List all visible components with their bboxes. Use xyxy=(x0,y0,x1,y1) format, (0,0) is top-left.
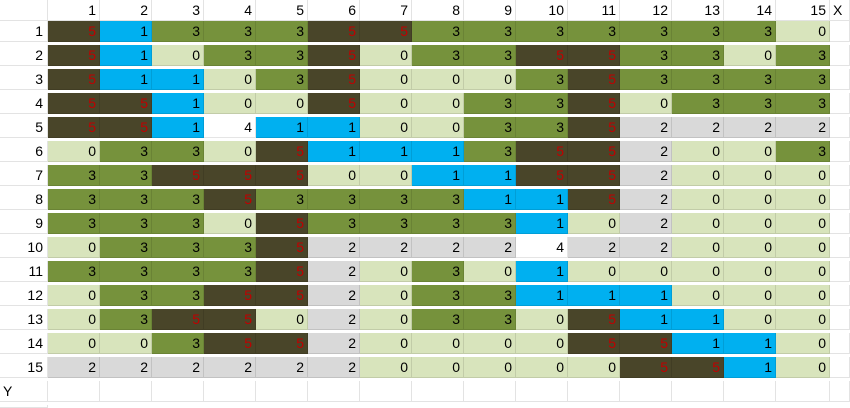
grid-cell[interactable]: 1 xyxy=(516,261,568,282)
grid-cell[interactable]: 3 xyxy=(776,93,830,114)
grid-cell[interactable]: 0 xyxy=(776,21,830,42)
grid-cell[interactable]: 5 xyxy=(100,117,152,138)
grid-cell[interactable]: 0 xyxy=(776,357,830,378)
grid-cell[interactable]: 2 xyxy=(360,237,412,258)
grid-cell[interactable]: 3 xyxy=(204,21,256,42)
grid-cell[interactable]: 2 xyxy=(412,237,464,258)
grid-cell[interactable]: 5 xyxy=(256,261,308,282)
grid-cell[interactable]: 3 xyxy=(152,189,204,210)
grid-cell[interactable]: 3 xyxy=(412,261,464,282)
grid-cell[interactable]: 0 xyxy=(464,357,516,378)
column-header-10[interactable]: 10 xyxy=(516,0,568,21)
grid-cell[interactable]: 3 xyxy=(308,213,360,234)
column-header-13[interactable]: 13 xyxy=(672,0,724,21)
grid-cell[interactable]: 3 xyxy=(360,213,412,234)
grid-cell[interactable]: 1 xyxy=(152,93,204,114)
grid-cell[interactable]: 0 xyxy=(516,309,568,330)
grid-cell[interactable]: 2 xyxy=(620,213,672,234)
grid-cell[interactable]: 1 xyxy=(360,141,412,162)
column-header-12[interactable]: 12 xyxy=(620,0,672,21)
grid-cell[interactable]: 0 xyxy=(360,261,412,282)
grid-cell[interactable]: 0 xyxy=(776,285,830,306)
grid-cell[interactable]: 0 xyxy=(776,165,830,186)
empty-cell[interactable] xyxy=(464,381,516,402)
grid-cell[interactable]: 2 xyxy=(672,117,724,138)
grid-cell[interactable]: 5 xyxy=(308,93,360,114)
grid-cell[interactable]: 0 xyxy=(308,165,360,186)
grid-cell[interactable]: 0 xyxy=(204,93,256,114)
grid-cell[interactable]: 2 xyxy=(464,237,516,258)
grid-cell[interactable]: 2 xyxy=(308,357,360,378)
grid-cell[interactable]: 2 xyxy=(568,237,620,258)
grid-cell[interactable]: 3 xyxy=(776,45,830,66)
grid-cell[interactable]: 3 xyxy=(152,261,204,282)
grid-cell[interactable]: 5 xyxy=(48,117,100,138)
empty-cell[interactable] xyxy=(308,381,360,402)
grid-cell[interactable]: 2 xyxy=(724,117,776,138)
row-header-2[interactable]: 2 xyxy=(0,45,48,66)
row-header-5[interactable]: 5 xyxy=(0,117,48,138)
grid-cell[interactable]: 0 xyxy=(724,165,776,186)
grid-cell[interactable]: 2 xyxy=(152,357,204,378)
column-header-6[interactable]: 6 xyxy=(308,0,360,21)
grid-cell[interactable]: 2 xyxy=(776,117,830,138)
grid-cell[interactable]: 3 xyxy=(672,93,724,114)
empty-cell[interactable] xyxy=(256,381,308,402)
grid-cell[interactable]: 1 xyxy=(308,117,360,138)
grid-cell[interactable]: 0 xyxy=(412,69,464,90)
grid-cell[interactable]: 3 xyxy=(776,141,830,162)
empty-cell[interactable] xyxy=(830,141,850,162)
grid-cell[interactable]: 1 xyxy=(620,285,672,306)
grid-cell[interactable]: 2 xyxy=(48,357,100,378)
grid-cell[interactable]: 0 xyxy=(256,93,308,114)
grid-cell[interactable]: 5 xyxy=(516,141,568,162)
grid-cell[interactable]: 0 xyxy=(48,285,100,306)
grid-cell[interactable]: 3 xyxy=(620,45,672,66)
grid-cell[interactable]: 0 xyxy=(776,213,830,234)
grid-cell[interactable]: 3 xyxy=(412,45,464,66)
grid-cell[interactable]: 3 xyxy=(724,93,776,114)
grid-cell[interactable]: 1 xyxy=(412,141,464,162)
grid-cell[interactable]: 3 xyxy=(464,309,516,330)
grid-cell[interactable]: 5 xyxy=(620,357,672,378)
grid-cell[interactable]: 5 xyxy=(48,93,100,114)
grid-cell[interactable]: 5 xyxy=(204,285,256,306)
grid-cell[interactable]: 3 xyxy=(100,165,152,186)
column-header-11[interactable]: 11 xyxy=(568,0,620,21)
grid-cell[interactable]: 5 xyxy=(48,21,100,42)
column-header-1[interactable]: 1 xyxy=(48,0,100,21)
grid-cell[interactable]: 2 xyxy=(308,237,360,258)
grid-cell[interactable]: 3 xyxy=(256,45,308,66)
grid-cell[interactable]: 1 xyxy=(100,69,152,90)
row-header-1[interactable]: 1 xyxy=(0,21,48,42)
grid-cell[interactable]: 5 xyxy=(568,189,620,210)
grid-cell[interactable]: 4 xyxy=(204,117,256,138)
grid-cell[interactable]: 3 xyxy=(100,213,152,234)
grid-cell[interactable]: 0 xyxy=(360,117,412,138)
grid-cell[interactable]: 0 xyxy=(412,333,464,354)
grid-cell[interactable]: 5 xyxy=(516,165,568,186)
grid-cell[interactable]: 3 xyxy=(516,117,568,138)
row-header-3[interactable]: 3 xyxy=(0,69,48,90)
grid-cell[interactable]: 2 xyxy=(620,237,672,258)
row-header-10[interactable]: 10 xyxy=(0,237,48,258)
grid-cell[interactable]: 0 xyxy=(620,261,672,282)
grid-cell[interactable]: 5 xyxy=(152,165,204,186)
grid-cell[interactable]: 3 xyxy=(48,189,100,210)
grid-cell[interactable]: 1 xyxy=(516,285,568,306)
empty-cell[interactable] xyxy=(152,381,204,402)
column-header-9[interactable]: 9 xyxy=(464,0,516,21)
grid-cell[interactable]: 0 xyxy=(672,237,724,258)
grid-cell[interactable]: 5 xyxy=(360,21,412,42)
grid-cell[interactable]: 3 xyxy=(204,237,256,258)
grid-cell[interactable]: 3 xyxy=(48,165,100,186)
grid-cell[interactable]: 0 xyxy=(724,141,776,162)
grid-cell[interactable]: 0 xyxy=(672,213,724,234)
grid-cell[interactable]: 0 xyxy=(724,237,776,258)
grid-cell[interactable]: 5 xyxy=(308,21,360,42)
grid-cell[interactable]: 0 xyxy=(48,333,100,354)
grid-cell[interactable]: 1 xyxy=(620,309,672,330)
grid-cell[interactable]: 5 xyxy=(620,333,672,354)
grid-cell[interactable]: 3 xyxy=(360,189,412,210)
row-header-6[interactable]: 6 xyxy=(0,141,48,162)
grid-cell[interactable]: 3 xyxy=(464,117,516,138)
grid-cell[interactable]: 5 xyxy=(100,93,152,114)
grid-cell[interactable]: 0 xyxy=(672,141,724,162)
grid-cell[interactable]: 0 xyxy=(672,261,724,282)
grid-cell[interactable]: 0 xyxy=(100,333,152,354)
empty-cell[interactable] xyxy=(830,333,850,354)
grid-cell[interactable]: 5 xyxy=(204,333,256,354)
grid-cell[interactable]: 0 xyxy=(360,69,412,90)
empty-cell[interactable] xyxy=(672,381,724,402)
grid-cell[interactable]: 0 xyxy=(776,237,830,258)
column-header-8[interactable]: 8 xyxy=(412,0,464,21)
grid-cell[interactable]: 3 xyxy=(516,69,568,90)
grid-cell[interactable]: 3 xyxy=(48,261,100,282)
empty-cell[interactable] xyxy=(568,381,620,402)
grid-cell[interactable]: 0 xyxy=(360,93,412,114)
grid-cell[interactable]: 1 xyxy=(152,69,204,90)
grid-cell[interactable]: 3 xyxy=(100,189,152,210)
grid-cell[interactable]: 1 xyxy=(100,21,152,42)
grid-cell[interactable]: 2 xyxy=(620,117,672,138)
empty-cell[interactable] xyxy=(830,381,850,402)
grid-cell[interactable]: 0 xyxy=(48,237,100,258)
grid-cell[interactable]: 0 xyxy=(724,285,776,306)
grid-cell[interactable]: 0 xyxy=(412,93,464,114)
grid-cell[interactable]: 0 xyxy=(412,357,464,378)
grid-cell[interactable]: 0 xyxy=(152,45,204,66)
grid-cell[interactable]: 3 xyxy=(152,237,204,258)
grid-cell[interactable]: 2 xyxy=(620,165,672,186)
grid-cell[interactable]: 3 xyxy=(152,141,204,162)
empty-cell[interactable] xyxy=(830,261,850,282)
grid-cell[interactable]: 0 xyxy=(204,69,256,90)
grid-cell[interactable]: 1 xyxy=(568,285,620,306)
grid-cell[interactable]: 0 xyxy=(672,189,724,210)
row-header-7[interactable]: 7 xyxy=(0,165,48,186)
column-header-14[interactable]: 14 xyxy=(724,0,776,21)
grid-cell[interactable]: 0 xyxy=(412,117,464,138)
grid-cell[interactable]: 1 xyxy=(412,165,464,186)
grid-cell[interactable]: 3 xyxy=(464,45,516,66)
grid-cell[interactable]: 0 xyxy=(516,357,568,378)
empty-cell[interactable] xyxy=(830,285,850,306)
grid-cell[interactable]: 3 xyxy=(152,213,204,234)
row-header-13[interactable]: 13 xyxy=(0,309,48,330)
grid-cell[interactable]: 0 xyxy=(724,213,776,234)
grid-cell[interactable]: 0 xyxy=(568,261,620,282)
grid-cell[interactable]: 0 xyxy=(464,333,516,354)
y-axis-label[interactable]: Y xyxy=(0,381,48,402)
grid-cell[interactable]: 1 xyxy=(464,189,516,210)
grid-cell[interactable]: 3 xyxy=(152,21,204,42)
grid-cell[interactable]: 5 xyxy=(568,69,620,90)
grid-cell[interactable]: 3 xyxy=(412,189,464,210)
grid-cell[interactable]: 3 xyxy=(100,285,152,306)
empty-cell[interactable] xyxy=(48,381,100,402)
grid-cell[interactable]: 5 xyxy=(256,285,308,306)
grid-cell[interactable]: 1 xyxy=(100,45,152,66)
grid-cell[interactable]: 3 xyxy=(568,21,620,42)
grid-cell[interactable]: 0 xyxy=(464,69,516,90)
grid-cell[interactable]: 5 xyxy=(568,165,620,186)
grid-cell[interactable]: 0 xyxy=(360,357,412,378)
grid-cell[interactable]: 5 xyxy=(48,45,100,66)
grid-cell[interactable]: 2 xyxy=(204,357,256,378)
row-header-15[interactable]: 15 xyxy=(0,357,48,378)
grid-cell[interactable]: 2 xyxy=(308,285,360,306)
grid-cell[interactable]: 3 xyxy=(204,45,256,66)
grid-cell[interactable]: 0 xyxy=(48,309,100,330)
grid-cell[interactable]: 3 xyxy=(464,141,516,162)
grid-cell[interactable]: 5 xyxy=(204,309,256,330)
grid-cell[interactable]: 1 xyxy=(256,117,308,138)
grid-cell[interactable]: 0 xyxy=(360,165,412,186)
grid-cell[interactable]: 3 xyxy=(724,21,776,42)
empty-cell[interactable] xyxy=(100,381,152,402)
grid-cell[interactable]: 0 xyxy=(776,189,830,210)
grid-cell[interactable]: 0 xyxy=(776,261,830,282)
grid-cell[interactable]: 5 xyxy=(568,333,620,354)
grid-cell[interactable]: 3 xyxy=(724,69,776,90)
grid-cell[interactable]: 3 xyxy=(256,21,308,42)
empty-cell[interactable] xyxy=(830,69,850,90)
column-header-15[interactable]: 15 xyxy=(776,0,830,21)
empty-cell[interactable] xyxy=(830,213,850,234)
grid-cell[interactable]: 3 xyxy=(464,213,516,234)
empty-cell[interactable] xyxy=(830,117,850,138)
grid-cell[interactable]: 0 xyxy=(724,45,776,66)
column-header-2[interactable]: 2 xyxy=(100,0,152,21)
grid-cell[interactable]: 0 xyxy=(724,261,776,282)
empty-cell[interactable] xyxy=(724,381,776,402)
grid-cell[interactable]: 5 xyxy=(516,45,568,66)
empty-cell[interactable] xyxy=(830,21,850,42)
grid-cell[interactable]: 0 xyxy=(48,141,100,162)
grid-cell[interactable]: 5 xyxy=(672,357,724,378)
row-header-14[interactable]: 14 xyxy=(0,333,48,354)
grid-cell[interactable]: 0 xyxy=(516,333,568,354)
grid-cell[interactable]: 5 xyxy=(308,69,360,90)
grid-cell[interactable]: 1 xyxy=(724,333,776,354)
x-axis-label[interactable]: X xyxy=(830,0,850,21)
grid-cell[interactable]: 3 xyxy=(464,93,516,114)
grid-cell[interactable]: 3 xyxy=(464,285,516,306)
grid-cell[interactable]: 2 xyxy=(308,261,360,282)
grid-cell[interactable]: 1 xyxy=(308,141,360,162)
grid-cell[interactable]: 0 xyxy=(360,45,412,66)
grid-cell[interactable]: 3 xyxy=(776,69,830,90)
empty-cell[interactable] xyxy=(360,381,412,402)
grid-cell[interactable]: 0 xyxy=(256,309,308,330)
grid-cell[interactable]: 5 xyxy=(568,45,620,66)
grid-cell[interactable]: 0 xyxy=(776,333,830,354)
grid-cell[interactable]: 5 xyxy=(256,213,308,234)
grid-cell[interactable]: 3 xyxy=(516,21,568,42)
column-header-3[interactable]: 3 xyxy=(152,0,204,21)
grid-cell[interactable]: 2 xyxy=(620,141,672,162)
grid-cell[interactable]: 3 xyxy=(672,45,724,66)
column-header-4[interactable]: 4 xyxy=(204,0,256,21)
grid-cell[interactable]: 0 xyxy=(360,285,412,306)
grid-cell[interactable]: 5 xyxy=(256,141,308,162)
grid-cell[interactable]: 2 xyxy=(100,357,152,378)
row-header-4[interactable]: 4 xyxy=(0,93,48,114)
grid-cell[interactable]: 5 xyxy=(48,69,100,90)
grid-cell[interactable]: 1 xyxy=(152,117,204,138)
grid-cell[interactable]: 1 xyxy=(672,309,724,330)
grid-cell[interactable]: 0 xyxy=(360,333,412,354)
grid-cell[interactable]: 5 xyxy=(568,93,620,114)
grid-cell[interactable]: 5 xyxy=(256,237,308,258)
column-header-5[interactable]: 5 xyxy=(256,0,308,21)
grid-cell[interactable]: 1 xyxy=(672,333,724,354)
grid-cell[interactable]: 3 xyxy=(464,21,516,42)
empty-cell[interactable] xyxy=(776,381,830,402)
grid-cell[interactable]: 2 xyxy=(256,357,308,378)
grid-cell[interactable]: 3 xyxy=(152,285,204,306)
grid-cell[interactable]: 2 xyxy=(308,309,360,330)
grid-cell[interactable]: 3 xyxy=(412,309,464,330)
grid-cell[interactable]: 3 xyxy=(308,189,360,210)
grid-cell[interactable]: 5 xyxy=(308,45,360,66)
empty-cell[interactable] xyxy=(620,381,672,402)
grid-cell[interactable]: 5 xyxy=(568,117,620,138)
grid-cell[interactable]: 0 xyxy=(464,261,516,282)
grid-cell[interactable]: 3 xyxy=(256,189,308,210)
grid-cell[interactable]: 3 xyxy=(412,21,464,42)
grid-cell[interactable]: 5 xyxy=(256,333,308,354)
grid-cell[interactable]: 1 xyxy=(464,165,516,186)
grid-cell[interactable]: 4 xyxy=(516,237,568,258)
grid-cell[interactable]: 5 xyxy=(204,189,256,210)
empty-cell[interactable] xyxy=(412,381,464,402)
column-header-7[interactable]: 7 xyxy=(360,0,412,21)
grid-cell[interactable]: 3 xyxy=(412,213,464,234)
grid-cell[interactable]: 0 xyxy=(204,213,256,234)
grid-cell[interactable]: 3 xyxy=(48,213,100,234)
grid-cell[interactable]: 3 xyxy=(100,309,152,330)
grid-cell[interactable]: 0 xyxy=(568,357,620,378)
grid-cell[interactable]: 3 xyxy=(100,237,152,258)
grid-cell[interactable]: 3 xyxy=(516,93,568,114)
grid-cell[interactable]: 5 xyxy=(568,309,620,330)
grid-cell[interactable]: 3 xyxy=(672,69,724,90)
grid-cell[interactable]: 1 xyxy=(516,213,568,234)
grid-cell[interactable]: 0 xyxy=(620,93,672,114)
row-header-12[interactable]: 12 xyxy=(0,285,48,306)
empty-cell[interactable] xyxy=(204,381,256,402)
grid-cell[interactable]: 0 xyxy=(724,309,776,330)
grid-cell[interactable]: 3 xyxy=(672,21,724,42)
empty-cell[interactable] xyxy=(830,93,850,114)
grid-cell[interactable]: 3 xyxy=(152,333,204,354)
corner-cell[interactable] xyxy=(0,0,48,21)
grid-cell[interactable]: 0 xyxy=(724,189,776,210)
grid-cell[interactable]: 3 xyxy=(204,261,256,282)
grid-cell[interactable]: 2 xyxy=(620,189,672,210)
empty-cell[interactable] xyxy=(830,309,850,330)
grid-cell[interactable]: 5 xyxy=(256,165,308,186)
empty-cell[interactable] xyxy=(830,45,850,66)
grid-cell[interactable]: 5 xyxy=(152,309,204,330)
grid-cell[interactable]: 5 xyxy=(568,141,620,162)
empty-cell[interactable] xyxy=(830,165,850,186)
grid-cell[interactable]: 3 xyxy=(620,21,672,42)
grid-cell[interactable]: 1 xyxy=(724,357,776,378)
grid-cell[interactable]: 3 xyxy=(620,69,672,90)
grid-cell[interactable]: 2 xyxy=(308,333,360,354)
grid-cell[interactable]: 3 xyxy=(100,141,152,162)
empty-cell[interactable] xyxy=(830,357,850,378)
empty-cell[interactable] xyxy=(830,189,850,210)
grid-cell[interactable]: 0 xyxy=(776,309,830,330)
row-header-11[interactable]: 11 xyxy=(0,261,48,282)
grid-cell[interactable]: 3 xyxy=(100,261,152,282)
row-header-9[interactable]: 9 xyxy=(0,213,48,234)
grid-cell[interactable]: 5 xyxy=(204,165,256,186)
row-header-8[interactable]: 8 xyxy=(0,189,48,210)
grid-cell[interactable]: 0 xyxy=(204,141,256,162)
empty-cell[interactable] xyxy=(516,381,568,402)
grid-cell[interactable]: 1 xyxy=(516,189,568,210)
grid-cell[interactable]: 0 xyxy=(672,165,724,186)
grid-cell[interactable]: 3 xyxy=(412,285,464,306)
grid-cell[interactable]: 0 xyxy=(360,309,412,330)
grid-cell[interactable]: 0 xyxy=(672,285,724,306)
empty-cell[interactable] xyxy=(830,237,850,258)
grid-cell[interactable]: 3 xyxy=(256,69,308,90)
grid-cell[interactable]: 0 xyxy=(568,213,620,234)
